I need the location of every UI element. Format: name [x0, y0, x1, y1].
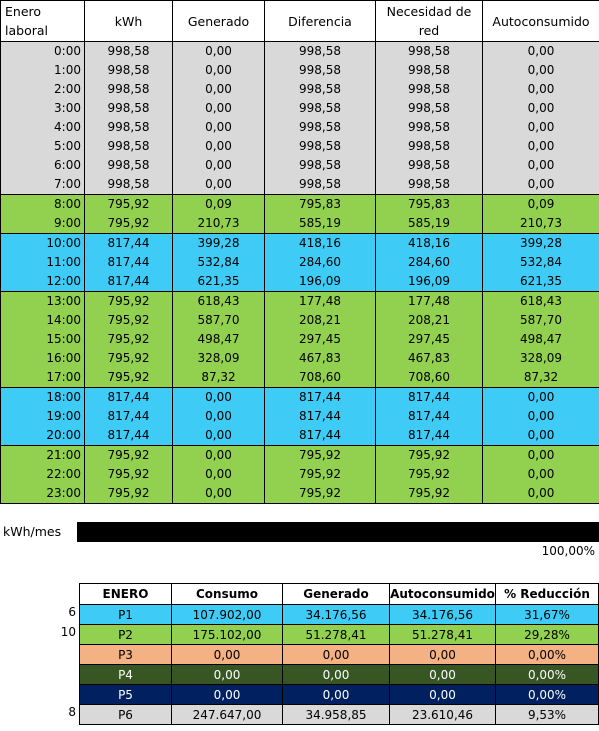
- necesidad-red-cell: 795,92: [376, 484, 483, 504]
- period-cell: P4: [80, 665, 172, 685]
- autoconsumido-cell: 23.610,46: [390, 705, 496, 725]
- hour-cell: 12:00: [1, 272, 85, 292]
- diferencia-cell: 817,44: [265, 388, 376, 408]
- generado-cell: 0,00: [173, 175, 265, 195]
- table-row: [1, 368, 599, 388]
- necesidad-red-cell: 998,58: [376, 99, 483, 118]
- autoconsumido-cell: 87,32: [483, 368, 599, 388]
- kwh-cell: 998,58: [85, 99, 173, 118]
- necesidad-red-cell: 196,09: [376, 272, 483, 292]
- kwh-cell: 795,92: [85, 484, 173, 504]
- kwh-cell: 817,44: [85, 407, 173, 426]
- generado-cell: 87,32: [173, 368, 265, 388]
- autoconsumido-cell: 34.176,56: [390, 605, 496, 625]
- generado-cell: 0,00: [173, 42, 265, 62]
- header-diferencia: Diferencia: [265, 1, 376, 42]
- generado-cell: 532,84: [173, 253, 265, 272]
- generado-cell: 0,00: [173, 388, 265, 408]
- necesidad-red-cell: 998,58: [376, 156, 483, 175]
- necesidad-red-cell: 998,58: [376, 118, 483, 137]
- necesidad-red-cell: 998,58: [376, 61, 483, 80]
- hourly-rows: [1, 42, 599, 504]
- generado-cell: 34.176,56: [283, 605, 390, 625]
- kwh-cell: 795,92: [85, 311, 173, 330]
- hour-cell: 17:00: [1, 368, 85, 388]
- table-row: [1, 118, 599, 137]
- generado-cell: 0,00: [173, 99, 265, 118]
- hour-cell: 18:00: [1, 388, 85, 408]
- header-necesidad-red: Necesidad de red: [376, 1, 483, 42]
- summary-side-number: 8: [68, 705, 76, 719]
- generado-cell: 210,73: [173, 214, 265, 234]
- diferencia-cell: 998,58: [265, 42, 376, 62]
- hour-cell: 7:00: [1, 175, 85, 195]
- table-row: [1, 272, 599, 292]
- kwh-cell: 817,44: [85, 426, 173, 446]
- table-row: [1, 407, 599, 426]
- summary-row: [80, 625, 599, 645]
- generado-cell: 51.278,41: [283, 625, 390, 645]
- autoconsumido-cell: 0,00: [483, 99, 599, 118]
- autoconsumido-cell: 0,00: [483, 118, 599, 137]
- autoconsumido-cell: 0,00: [483, 407, 599, 426]
- generado-cell: 399,28: [173, 234, 265, 254]
- autoconsumido-cell: 0,00: [483, 465, 599, 484]
- summary-header-generado: Generado: [283, 584, 390, 605]
- summary-header-consumo: Consumo: [172, 584, 283, 605]
- table-row: [1, 137, 599, 156]
- autoconsumido-cell: 0,00: [483, 156, 599, 175]
- diferencia-cell: 998,58: [265, 99, 376, 118]
- reduccion-cell: 31,67%: [496, 605, 599, 625]
- necesidad-red-cell: 795,83: [376, 195, 483, 215]
- summary-row: [80, 645, 599, 665]
- necesidad-red-cell: 817,44: [376, 407, 483, 426]
- diferencia-cell: 998,58: [265, 118, 376, 137]
- hour-cell: 20:00: [1, 426, 85, 446]
- reduccion-cell: 9,53%: [496, 705, 599, 725]
- reduccion-cell: 0,00%: [496, 645, 599, 665]
- table-row: [1, 175, 599, 195]
- necesidad-red-cell: 795,92: [376, 465, 483, 484]
- totals-label: kWh/mes: [3, 524, 62, 539]
- consumo-cell: 247.647,00: [172, 705, 283, 725]
- consumo-cell: 175.102,00: [172, 625, 283, 645]
- kwh-cell: 998,58: [85, 156, 173, 175]
- header-kwh: kWh: [85, 1, 173, 42]
- period-cell: P2: [80, 625, 172, 645]
- generado-cell: 0,00: [173, 407, 265, 426]
- necesidad-red-cell: 208,21: [376, 311, 483, 330]
- generado-cell: 0,00: [283, 665, 390, 685]
- period-summary-table: [79, 583, 599, 725]
- consumo-cell: 107.902,00: [172, 605, 283, 625]
- autoconsumido-cell: 0,00: [483, 61, 599, 80]
- summary-row: [80, 685, 599, 705]
- autoconsumido-cell: 621,35: [483, 272, 599, 292]
- hour-cell: 21:00: [1, 446, 85, 466]
- kwh-cell: 998,58: [85, 118, 173, 137]
- table-row: [1, 253, 599, 272]
- generado-cell: 0,00: [173, 80, 265, 99]
- generado-cell: 34.958,85: [283, 705, 390, 725]
- generado-cell: 0,00: [173, 426, 265, 446]
- necesidad-red-cell: 817,44: [376, 388, 483, 408]
- table-row: [1, 80, 599, 99]
- diferencia-cell: 795,92: [265, 484, 376, 504]
- table-row: [1, 195, 599, 215]
- kwh-cell: 998,58: [85, 61, 173, 80]
- consumo-cell: 0,00: [172, 685, 283, 705]
- hour-cell: 13:00: [1, 292, 85, 312]
- kwh-cell: 795,92: [85, 330, 173, 349]
- totals-row: [0, 522, 599, 542]
- autoconsumido-cell: 399,28: [483, 234, 599, 254]
- generado-cell: 587,70: [173, 311, 265, 330]
- kwh-cell: 795,92: [85, 349, 173, 368]
- diferencia-cell: 795,83: [265, 195, 376, 215]
- kwh-cell: 795,92: [85, 292, 173, 312]
- autoconsumido-cell: 587,70: [483, 311, 599, 330]
- generado-cell: 0,00: [173, 465, 265, 484]
- autoconsumido-cell: 51.278,41: [390, 625, 496, 645]
- kwh-cell: 817,44: [85, 272, 173, 292]
- generado-cell: 618,43: [173, 292, 265, 312]
- diferencia-cell: 817,44: [265, 426, 376, 446]
- hour-cell: 0:00: [1, 42, 85, 62]
- generado-cell: 0,00: [173, 61, 265, 80]
- hour-cell: 8:00: [1, 195, 85, 215]
- summary-header-reduccion: % Reducción: [496, 584, 599, 605]
- consumo-cell: 0,00: [172, 645, 283, 665]
- diferencia-cell: 585,19: [265, 214, 376, 234]
- diferencia-cell: 998,58: [265, 137, 376, 156]
- diferencia-cell: 998,58: [265, 61, 376, 80]
- necesidad-red-cell: 795,92: [376, 446, 483, 466]
- necesidad-red-cell: 297,45: [376, 330, 483, 349]
- kwh-cell: 998,58: [85, 80, 173, 99]
- kwh-cell: 817,44: [85, 388, 173, 408]
- hour-cell: 19:00: [1, 407, 85, 426]
- diferencia-cell: 998,58: [265, 175, 376, 195]
- generado-cell: 498,47: [173, 330, 265, 349]
- autoconsumido-cell: 498,47: [483, 330, 599, 349]
- hour-cell: 22:00: [1, 465, 85, 484]
- necesidad-red-cell: 817,44: [376, 426, 483, 446]
- table-row: [1, 42, 599, 62]
- kwh-cell: 795,92: [85, 214, 173, 234]
- necesidad-red-cell: 585,19: [376, 214, 483, 234]
- table-row: [1, 446, 599, 466]
- hour-cell: 14:00: [1, 311, 85, 330]
- summary-rows: [80, 605, 599, 725]
- table-row: [1, 388, 599, 408]
- totals-redacted-bar: [77, 522, 599, 542]
- necesidad-red-cell: 998,58: [376, 80, 483, 99]
- summary-header-autoconsumido: Autoconsumido: [390, 584, 496, 605]
- hour-cell: 10:00: [1, 234, 85, 254]
- table-row: [1, 330, 599, 349]
- kwh-cell: 998,58: [85, 42, 173, 62]
- summary-row: [80, 605, 599, 625]
- autoconsumido-cell: 0,00: [483, 80, 599, 99]
- hour-cell: 5:00: [1, 137, 85, 156]
- autoconsumido-cell: 0,00: [390, 685, 496, 705]
- summary-header-row: [80, 584, 599, 605]
- necesidad-red-cell: 467,83: [376, 349, 483, 368]
- autoconsumido-cell: 0,00: [483, 446, 599, 466]
- autoconsumido-cell: 328,09: [483, 349, 599, 368]
- kwh-cell: 998,58: [85, 137, 173, 156]
- summary-side-number: 6: [68, 605, 76, 619]
- kwh-cell: 795,92: [85, 465, 173, 484]
- generado-cell: 0,00: [173, 484, 265, 504]
- summary-header-period: ENERO: [80, 584, 172, 605]
- period-cell: P6: [80, 705, 172, 725]
- autoconsumido-cell: 0,00: [390, 665, 496, 685]
- generado-cell: 0,00: [283, 645, 390, 665]
- necesidad-red-cell: 998,58: [376, 137, 483, 156]
- diferencia-cell: 177,48: [265, 292, 376, 312]
- hour-cell: 2:00: [1, 80, 85, 99]
- generado-cell: 0,00: [283, 685, 390, 705]
- reduccion-cell: 29,28%: [496, 625, 599, 645]
- necesidad-red-cell: 177,48: [376, 292, 483, 312]
- table-row: [1, 292, 599, 312]
- reduccion-cell: 0,00%: [496, 685, 599, 705]
- hour-cell: 11:00: [1, 253, 85, 272]
- diferencia-cell: 467,83: [265, 349, 376, 368]
- hour-cell: 16:00: [1, 349, 85, 368]
- kwh-cell: 795,92: [85, 368, 173, 388]
- diferencia-cell: 196,09: [265, 272, 376, 292]
- generado-cell: 0,00: [173, 118, 265, 137]
- table-row: [1, 465, 599, 484]
- period-cell: P3: [80, 645, 172, 665]
- diferencia-cell: 795,92: [265, 446, 376, 466]
- necesidad-red-cell: 418,16: [376, 234, 483, 254]
- kwh-cell: 817,44: [85, 234, 173, 254]
- hour-cell: 9:00: [1, 214, 85, 234]
- hour-cell: 1:00: [1, 61, 85, 80]
- necesidad-red-cell: 708,60: [376, 368, 483, 388]
- diferencia-cell: 998,58: [265, 80, 376, 99]
- necesidad-red-cell: 998,58: [376, 42, 483, 62]
- table-row: [1, 426, 599, 446]
- summary-row: [80, 665, 599, 685]
- autoconsumido-cell: 210,73: [483, 214, 599, 234]
- header-autoconsumido: Autoconsumido: [483, 1, 599, 42]
- summary-side-number: 10: [60, 625, 76, 639]
- autoconsumido-cell: 0,00: [483, 175, 599, 195]
- table-row: [1, 234, 599, 254]
- diferencia-cell: 998,58: [265, 156, 376, 175]
- generado-cell: 0,00: [173, 446, 265, 466]
- header-generado: Generado: [173, 1, 265, 42]
- hour-cell: 4:00: [1, 118, 85, 137]
- table-row: [1, 349, 599, 368]
- kwh-cell: 795,92: [85, 446, 173, 466]
- autoconsumido-cell: 0,00: [483, 426, 599, 446]
- autoconsumido-cell: 0,00: [483, 388, 599, 408]
- diferencia-cell: 817,44: [265, 407, 376, 426]
- header-period: Enero laboral: [1, 1, 85, 42]
- table-row: [1, 484, 599, 504]
- generado-cell: 328,09: [173, 349, 265, 368]
- autoconsumido-cell: 0,00: [483, 42, 599, 62]
- hour-cell: 15:00: [1, 330, 85, 349]
- diferencia-cell: 795,92: [265, 465, 376, 484]
- summary-row: [80, 705, 599, 725]
- autoconsumido-cell: 618,43: [483, 292, 599, 312]
- hour-cell: 3:00: [1, 99, 85, 118]
- table-row: [1, 311, 599, 330]
- necesidad-red-cell: 998,58: [376, 175, 483, 195]
- hour-cell: 6:00: [1, 156, 85, 175]
- hour-cell: 23:00: [1, 484, 85, 504]
- diferencia-cell: 284,60: [265, 253, 376, 272]
- diferencia-cell: 297,45: [265, 330, 376, 349]
- reduccion-cell: 0,00%: [496, 665, 599, 685]
- period-cell: P5: [80, 685, 172, 705]
- period-cell: P1: [80, 605, 172, 625]
- totals-percent: 100,00%: [541, 544, 595, 558]
- kwh-cell: 998,58: [85, 175, 173, 195]
- consumo-cell: 0,00: [172, 665, 283, 685]
- autoconsumido-cell: 0,00: [483, 137, 599, 156]
- diferencia-cell: 208,21: [265, 311, 376, 330]
- diferencia-cell: 418,16: [265, 234, 376, 254]
- header-row: [1, 1, 599, 42]
- kwh-cell: 795,92: [85, 195, 173, 215]
- necesidad-red-cell: 284,60: [376, 253, 483, 272]
- table-row: [1, 156, 599, 175]
- autoconsumido-cell: 0,00: [390, 645, 496, 665]
- autoconsumido-cell: 0,00: [483, 484, 599, 504]
- autoconsumido-cell: 532,84: [483, 253, 599, 272]
- kwh-cell: 817,44: [85, 253, 173, 272]
- autoconsumido-cell: 0,09: [483, 195, 599, 215]
- table-row: [1, 61, 599, 80]
- table-row: [1, 214, 599, 234]
- diferencia-cell: 708,60: [265, 368, 376, 388]
- table-row: [1, 99, 599, 118]
- generado-cell: 0,00: [173, 137, 265, 156]
- generado-cell: 0,00: [173, 156, 265, 175]
- generado-cell: 621,35: [173, 272, 265, 292]
- generado-cell: 0,09: [173, 195, 265, 215]
